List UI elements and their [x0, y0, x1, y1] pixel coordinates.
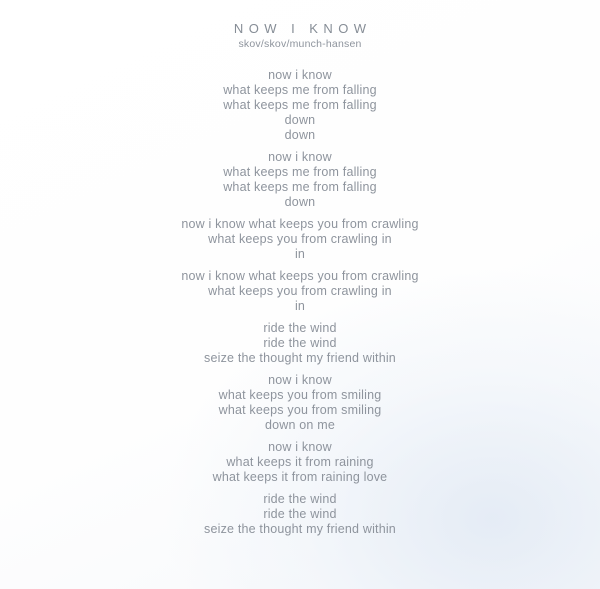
lyric-line: down — [284, 128, 316, 142]
lyric-line: what keeps me from falling — [223, 83, 377, 97]
lyric-line: what keeps it from raining — [226, 455, 374, 469]
lyric-line: down — [284, 195, 316, 209]
stanza — [0, 373, 600, 433]
lyric-line: ride the wind — [263, 492, 337, 506]
lyric-line: now i know — [268, 68, 332, 82]
lyric-line: what keeps you from smiling — [218, 388, 382, 402]
lyrics — [0, 68, 600, 537]
lyric-line: what keeps you from smiling — [218, 403, 382, 417]
lyric-line: what keeps you from crawling in — [208, 284, 392, 298]
stanza — [0, 440, 600, 485]
song-credits: skov/skov/munch-hansen — [238, 38, 362, 50]
lyric-line: in — [294, 299, 306, 313]
lyric-line: now i know what keeps you from crawling — [181, 217, 419, 231]
lyric-line: what keeps me from falling — [223, 98, 377, 112]
lyric-line: in — [294, 247, 306, 261]
song-title: NOW I KNOW — [233, 21, 372, 36]
lyric-line: ride the wind — [263, 507, 337, 521]
lyric-line: ride the wind — [263, 336, 337, 350]
stanza — [0, 321, 600, 366]
lyric-line: down on me — [265, 418, 335, 432]
lyric-line: now i know what keeps you from crawling — [181, 269, 419, 283]
lyric-line: what keeps you from crawling in — [208, 232, 392, 246]
stanza — [0, 68, 600, 143]
stanza — [0, 150, 600, 210]
stanza — [0, 269, 600, 314]
lyric-line: what keeps me from falling — [223, 165, 377, 179]
lyric-line: what keeps it from raining love — [212, 470, 388, 484]
stanza — [0, 217, 600, 262]
lyric-line: seize the thought my friend within — [204, 351, 396, 365]
lyric-line: now i know — [268, 150, 332, 164]
lyric-line: now i know — [268, 440, 332, 454]
lyric-line: seize the thought my friend within — [204, 522, 396, 536]
lyric-line: what keeps me from falling — [223, 180, 377, 194]
stanza — [0, 492, 600, 537]
lyric-line: down — [284, 113, 316, 127]
lyric-line: ride the wind — [263, 321, 337, 335]
lyric-line: now i know — [268, 373, 332, 387]
